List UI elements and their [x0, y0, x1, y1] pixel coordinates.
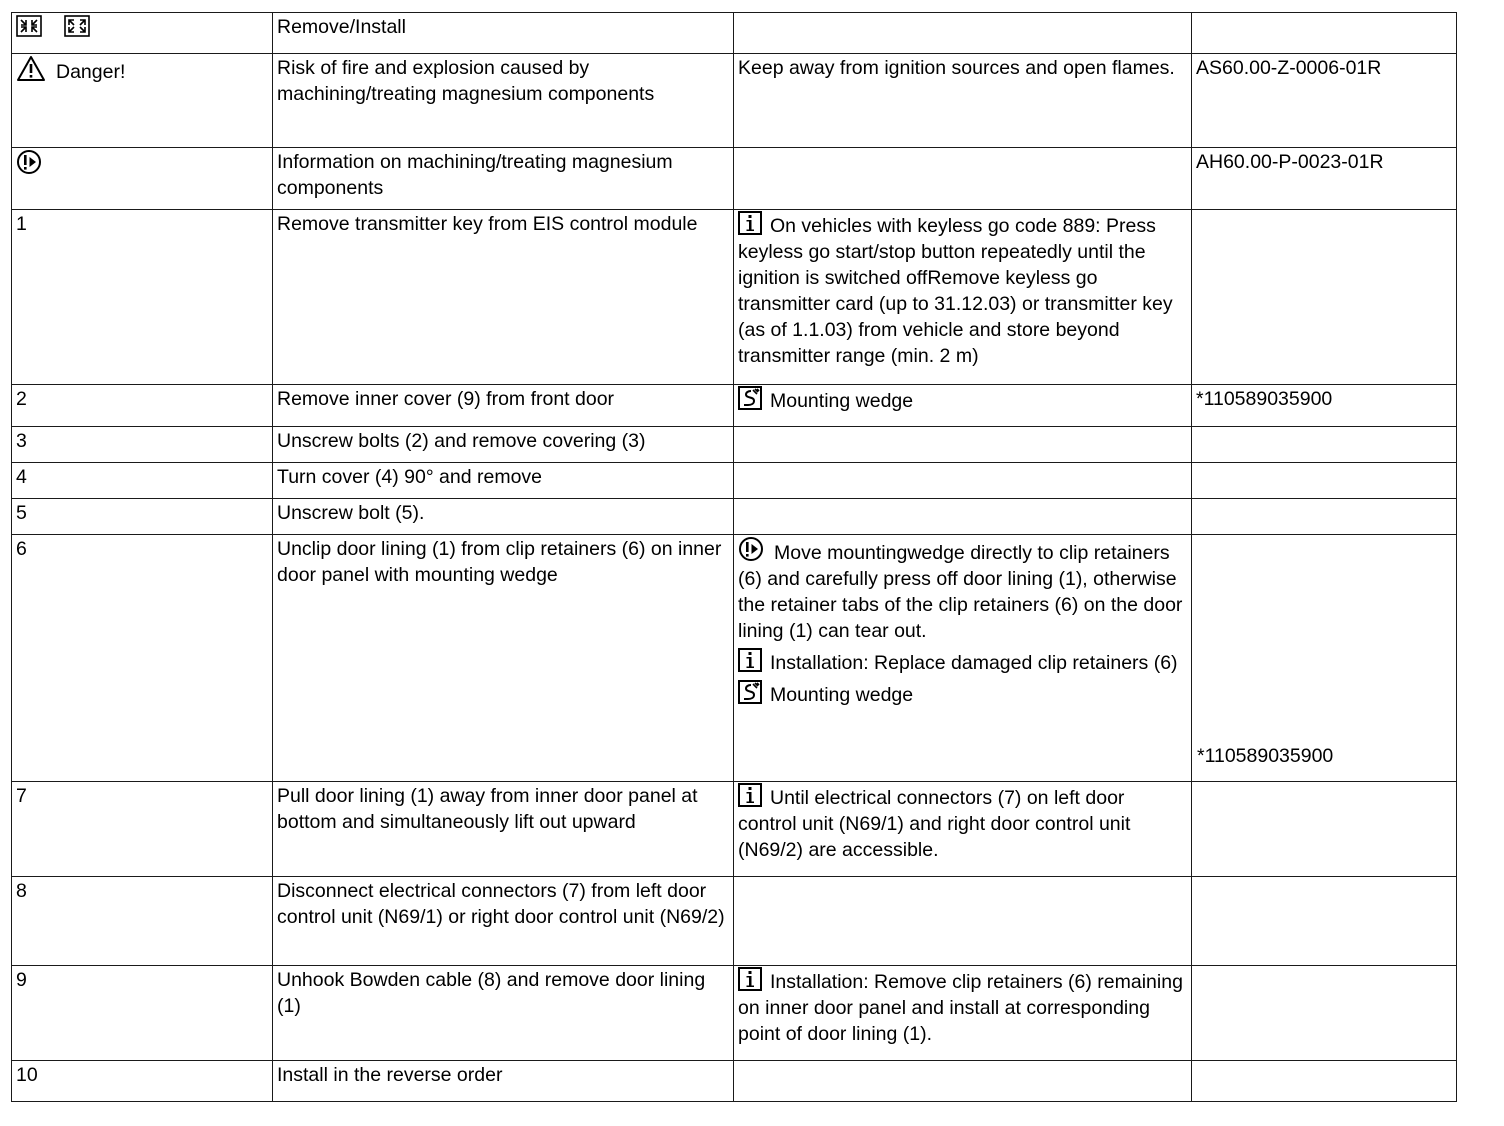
info-row — [12, 148, 1457, 210]
info-icon — [738, 211, 762, 235]
step-number: 9 — [12, 966, 273, 1061]
tool-icon — [738, 680, 762, 704]
step-number: 6 — [12, 535, 273, 782]
step-note-text: Move mountingwedge directly to clip retainers (6) and carefully press off door lining (1), otherwise the retainer tabs of the clip retainers (6) on the door lining (1) can tear out. — [738, 542, 1183, 642]
step-note-text: On vehicles with keyless go code 889: Press keyless go start/stop button repeatedly until the ignition is switched offRemove keyless go transmitter card (up to 31.12.03) or transmitter key (as of 1.1.03) from vehicle and store beyond transmitter range (min. 2 m) — [738, 215, 1173, 367]
step-row — [12, 1061, 1457, 1102]
step-text: Disconnect electrical connectors (7) from left door control unit (N69/1) or right door control unit (N69/2) — [273, 877, 734, 966]
step-note — [738, 783, 1188, 863]
step-row — [12, 782, 1457, 877]
header-title: Remove/Install — [273, 13, 734, 54]
repair-instructions-table — [11, 12, 1457, 1102]
step-note — [738, 967, 1188, 1047]
step-text: Unscrew bolt (5). — [273, 499, 734, 535]
step-ref: *110589035900 — [1196, 388, 1333, 410]
remove-icon — [16, 15, 42, 44]
step-text: Install in the reverse order — [273, 1061, 734, 1102]
step-row — [12, 463, 1457, 499]
step-note-text: Mounting wedge — [770, 390, 914, 412]
step-row — [12, 499, 1457, 535]
step-text: Remove inner cover (9) from front door — [273, 385, 734, 427]
step-number: 7 — [12, 782, 273, 877]
step-number: 3 — [12, 427, 273, 463]
danger-text: Risk of fire and explosion caused by machining/treating magnesium components — [273, 54, 734, 148]
step-ref: *110589035900 — [1197, 745, 1334, 767]
step-note-text: Mounting wedge — [770, 684, 914, 706]
step-row — [12, 877, 1457, 966]
step-text: Unscrew bolts (2) and remove covering (3) — [273, 427, 734, 463]
step-note-text: Installation: Remove clip retainers (6) remaining on inner door panel and install at corresponding point of door lining (1). — [738, 971, 1183, 1045]
header-icons-cell — [12, 13, 273, 54]
step-note — [738, 680, 1188, 708]
step-notes — [734, 463, 1192, 499]
info-icon — [738, 648, 762, 672]
step-text: Unclip door lining (1) from clip retainers (6) on inner door panel with mounting wedge — [273, 535, 734, 782]
step-text: Pull door lining (1) away from inner door panel at bottom and simultaneously lift out upward — [273, 782, 734, 877]
step-notes — [734, 427, 1192, 463]
step-text: Unhook Bowden cable (8) and remove door lining (1) — [273, 966, 734, 1061]
step-notes — [734, 210, 1192, 385]
step-number: 2 — [12, 385, 273, 427]
info-ref: AH60.00-P-0023-01R — [1192, 148, 1457, 210]
caution-icon — [738, 536, 766, 562]
step-notes — [734, 385, 1192, 427]
step-note-text: Until electrical connectors (7) on left door control unit (N69/1) and right door control unit (N69/2) are accessible. — [738, 787, 1131, 861]
step-row — [12, 966, 1457, 1061]
step-notes — [734, 499, 1192, 535]
step-notes — [734, 966, 1192, 1061]
step-notes — [734, 782, 1192, 877]
header-row — [12, 13, 1457, 54]
step-number: 8 — [12, 877, 273, 966]
caution-icon — [16, 158, 44, 180]
step-number: 4 — [12, 463, 273, 499]
step-number: 5 — [12, 499, 273, 535]
step-row — [12, 210, 1457, 385]
info-text: Information on machining/treating magnesium components — [273, 148, 734, 210]
install-icon — [64, 15, 90, 44]
step-note-text: Installation: Replace damaged clip retainers (6) — [770, 652, 1178, 674]
step-note — [738, 386, 1188, 414]
danger-ref: AS60.00-Z-0006-01R — [1192, 54, 1457, 148]
step-note — [738, 536, 1188, 644]
step-note — [738, 211, 1188, 369]
warning-triangle-icon — [16, 55, 46, 89]
info-icon — [738, 967, 762, 991]
danger-label: Danger! — [56, 61, 126, 83]
danger-measure: Keep away from ignition sources and open flames. — [734, 54, 1192, 148]
info-icon — [738, 783, 762, 807]
step-text: Remove transmitter key from EIS control module — [273, 210, 734, 385]
step-notes — [734, 1061, 1192, 1102]
step-number: 1 — [12, 210, 273, 385]
tool-icon — [738, 386, 762, 410]
step-note — [738, 648, 1188, 676]
step-row — [12, 385, 1457, 427]
step-text: Turn cover (4) 90° and remove — [273, 463, 734, 499]
step-row — [12, 535, 1457, 782]
step-notes — [734, 877, 1192, 966]
step-notes — [734, 535, 1192, 782]
step-number: 10 — [12, 1061, 273, 1102]
step-row — [12, 427, 1457, 463]
danger-row — [12, 54, 1457, 148]
